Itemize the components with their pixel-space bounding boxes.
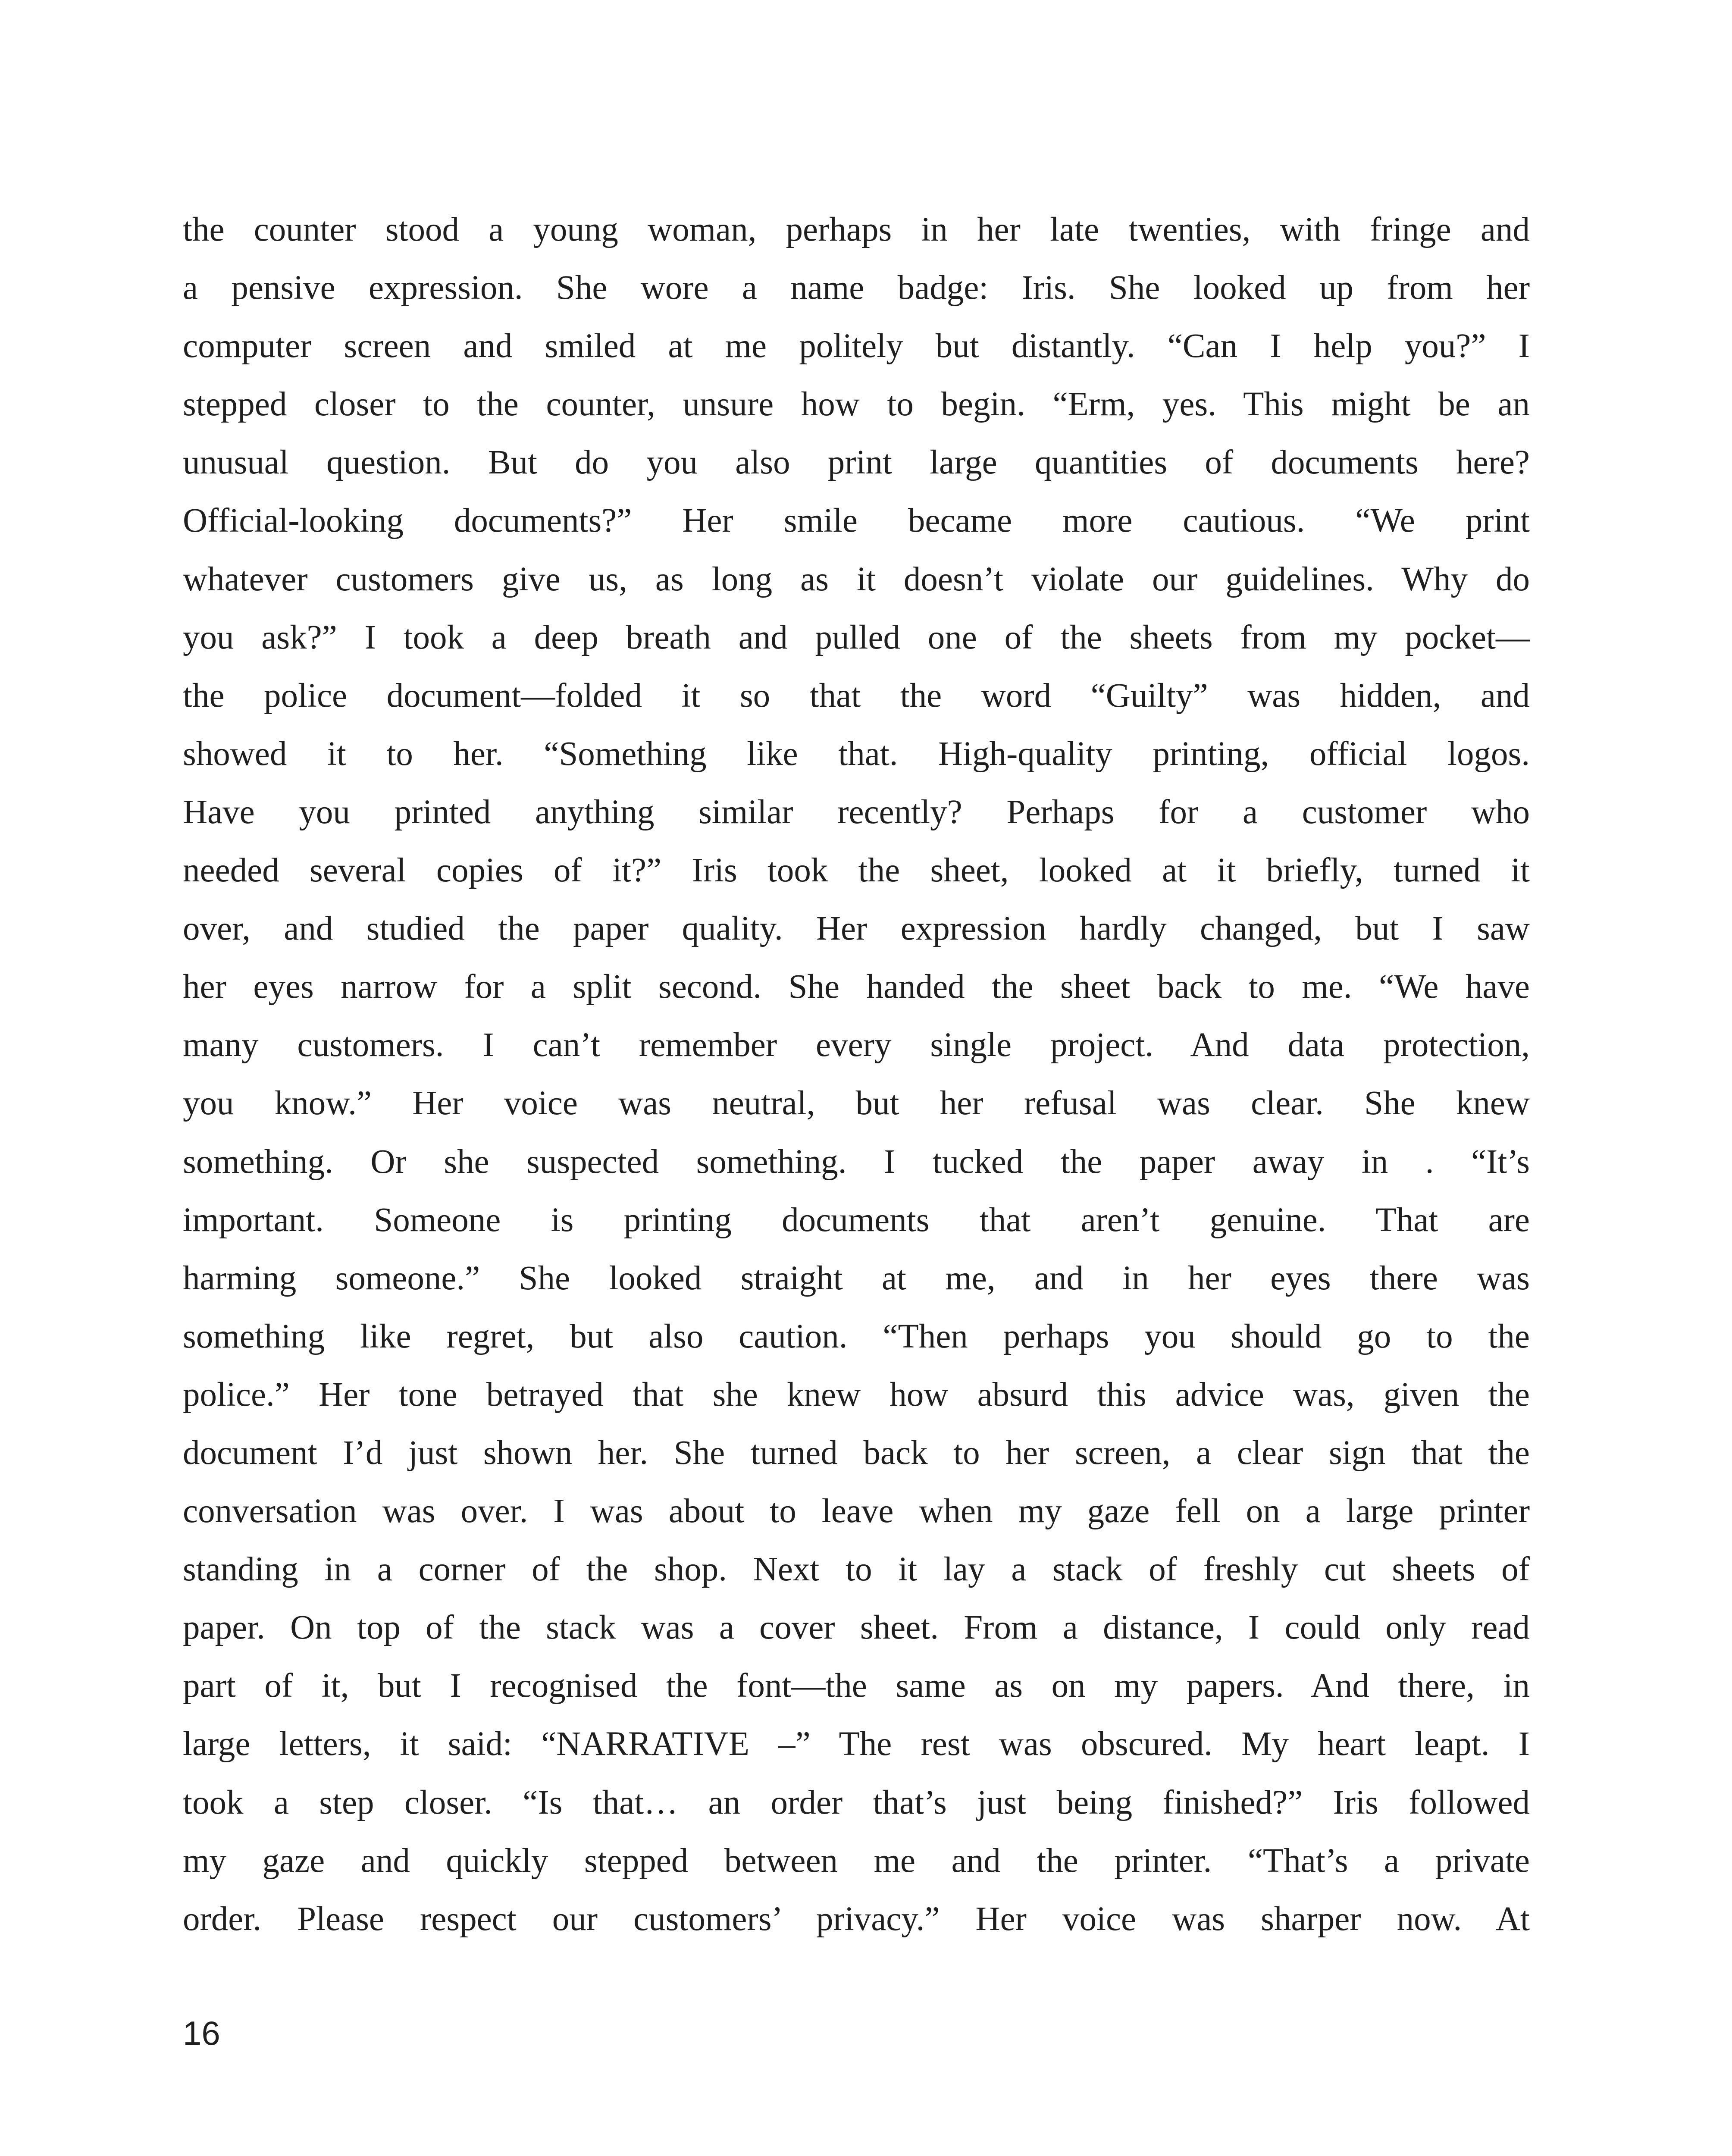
- text-line: computer screen and smiled at me politely but distantly. “Can I help you?” I: [183, 327, 1530, 365]
- text-line: many customers. I can’t remember every single project. And data protection,: [183, 1026, 1530, 1064]
- text-line: whatever customers give us, as long as it doesn’t violate our guidelines. Why do: [183, 560, 1530, 598]
- text-line: police.” Her tone betrayed that she knew how absurd this advice was, given the: [183, 1376, 1530, 1413]
- text-line: paper. On top of the stack was a cover sheet. From a distance, I could only read: [183, 1609, 1530, 1647]
- text-line: the police document—folded it so that the word “Guilty” was hidden, and: [183, 677, 1530, 714]
- text-line: something. Or she suspected something. I tucked the paper away in . “It’s: [183, 1143, 1530, 1181]
- body-paragraph: [183, 201, 1530, 1948]
- text-line: standing in a corner of the shop. Next to it lay a stack of freshly cut sheets of: [183, 1551, 1530, 1589]
- text-line: over, and studied the paper quality. Her expression hardly changed, but I saw: [183, 910, 1530, 948]
- text-line: took a step closer. “Is that… an order that’s just being finished?” Iris followed: [183, 1783, 1530, 1821]
- text-line: you ask?” I took a deep breath and pulled one of the sheets from my pocket—: [183, 618, 1530, 656]
- text-line: order. Please respect our customers’ privacy.” Her voice was sharper now. At: [183, 1900, 1530, 1938]
- text-line: something like regret, but also caution. “Then perhaps you should go to the: [183, 1317, 1530, 1355]
- text-line: her eyes narrow for a split second. She handed the sheet back to me. “We have: [183, 968, 1530, 1006]
- text-line: large letters, it said: “NARRATIVE –” The rest was obscured. My heart leapt. I: [183, 1725, 1530, 1763]
- text-line: stepped closer to the counter, unsure how to begin. “Erm, yes. This might be an: [183, 385, 1530, 423]
- text-line: the counter stood a young woman, perhaps in her late twenties, with fringe and: [183, 211, 1530, 248]
- text-line: needed several copies of it?” Iris took the sheet, looked at it briefly, turned it: [183, 852, 1530, 890]
- text-line: a pensive expression. She wore a name badge: Iris. She looked up from her: [183, 269, 1530, 307]
- text-line: showed it to her. “Something like that. High-quality printing, official logos.: [183, 735, 1530, 773]
- text-line: you know.” Her voice was neutral, but her refusal was clear. She knew: [183, 1084, 1530, 1122]
- text-line: Official-looking documents?” Her smile became more cautious. “We print: [183, 502, 1530, 540]
- text-line: harming someone.” She looked straight at me, and in her eyes there was: [183, 1259, 1530, 1297]
- text-line: Have you printed anything similar recently? Perhaps for a customer who: [183, 793, 1530, 831]
- text-line: unusual question. But do you also print large quantities of documents here?: [183, 444, 1530, 482]
- text-line: important. Someone is printing documents that aren’t genuine. That are: [183, 1201, 1530, 1239]
- text-line: conversation was over. I was about to leave when my gaze fell on a large printer: [183, 1492, 1530, 1530]
- page-number: 16: [183, 2014, 220, 2052]
- text-line: document I’d just shown her. She turned back to her screen, a clear sign that the: [183, 1434, 1530, 1472]
- text-line: my gaze and quickly stepped between me and the printer. “That’s a private: [183, 1842, 1530, 1880]
- text-line: part of it, but I recognised the font—the same as on my papers. And there, in: [183, 1667, 1530, 1705]
